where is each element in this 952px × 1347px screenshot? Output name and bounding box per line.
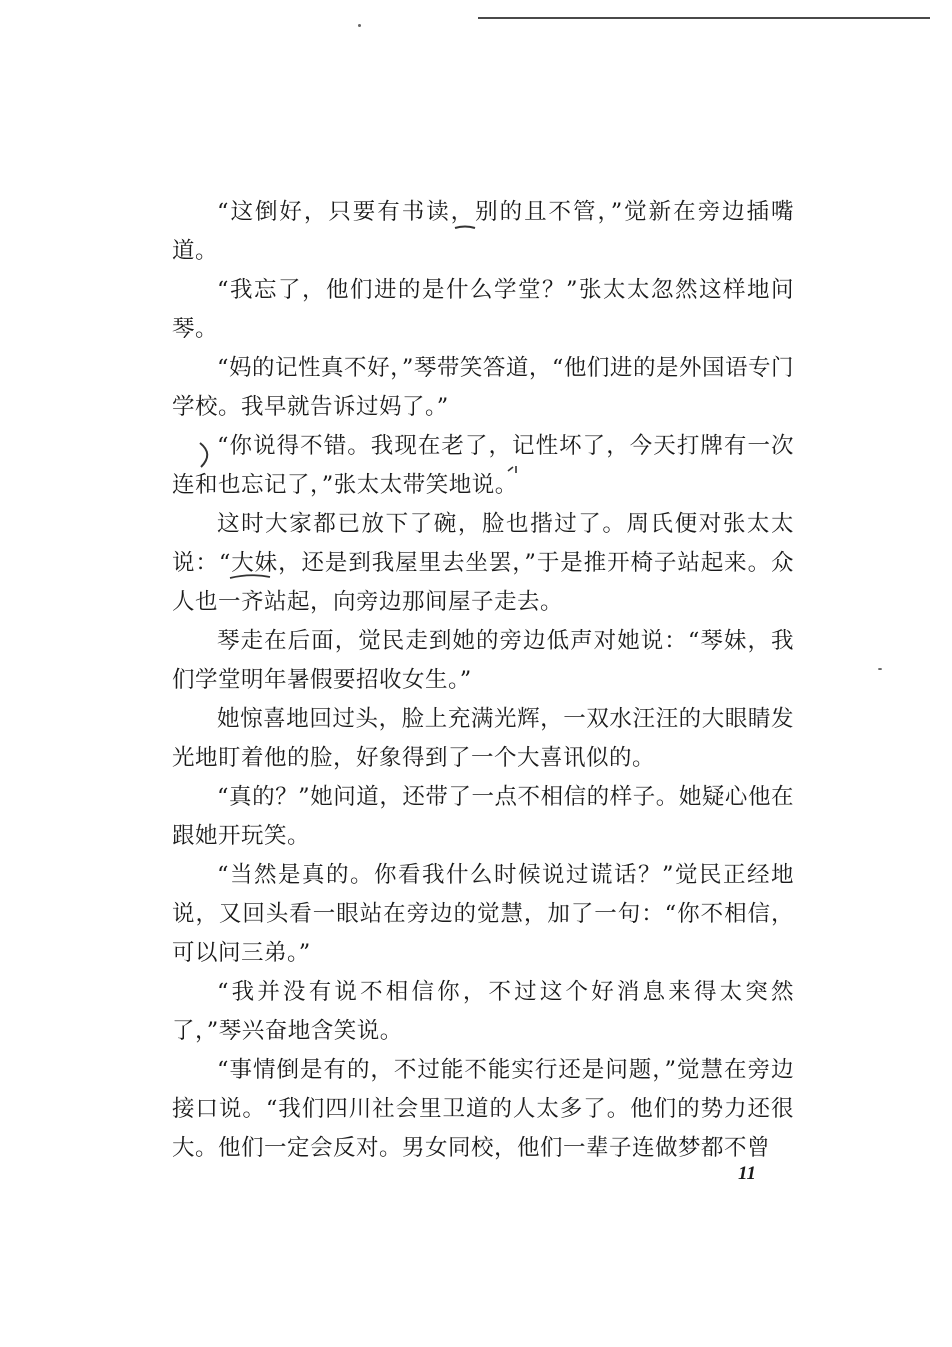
body-text (172, 193, 794, 1168)
paragraph: “我忘了，他们进的是什么学堂？”张太太忽然这样地问琴。 (172, 277, 794, 342)
paragraph: 这时大家都已放下了碗，脸也揩过了。周氏便对张太太说：“大妹，还是到我屋里去坐罢，”于是推开椅子站起来。众人也一齐站起，向旁边那间屋子走去。 (172, 511, 794, 615)
paragraph: 琴走在后面，觉民走到她的旁边低声对她说：“琴妹，我们学堂明年暑假要招收女生。” (172, 628, 794, 693)
paragraph: “你说得不错。我现在老了，记性坏了，今天打牌有一次连和也忘记了，”张太太带笑地说。 (172, 433, 794, 498)
paragraph: “事情倒是有的，不过能不能实行还是问题，”觉慧在旁边接口说。“我们四川社会里卫道的人太多了。他们的势力还很大。他们一定会反对。男女同校，他们一辈子连做梦都不曾 (172, 1057, 794, 1161)
scan-speck (878, 668, 882, 670)
top-rule (478, 17, 930, 19)
paragraph: “真的？”她问道，还带了一点不相信的样子。她疑心他在跟她开玩笑。 (172, 784, 794, 849)
paragraph: “妈的记性真不好，”琴带笑答道，“他们进的是外国语专门学校。我早就告诉过妈了。” (172, 355, 794, 420)
paragraph: “当然是真的。你看我什么时候说过谎话？”觉民正经地说，又回头看一眼站在旁边的觉慧，加了一句：“你不相信，可以问三弟。” (172, 862, 794, 966)
page-number: 11 (738, 1163, 756, 1184)
paragraph: 她惊喜地回过头，脸上充满光辉，一双水汪汪的大眼睛发光地盯着他的脸，好象得到了一个大喜讯似的。 (172, 706, 794, 771)
paragraph: “这倒好，只要有书读，别的且不管，”觉新在旁边插嘴道。 (172, 199, 794, 264)
scan-speck (358, 24, 361, 27)
paragraph: “我并没有说不相信你，不过这个好消息来得太突然了，”琴兴奋地含笑说。 (172, 979, 794, 1044)
